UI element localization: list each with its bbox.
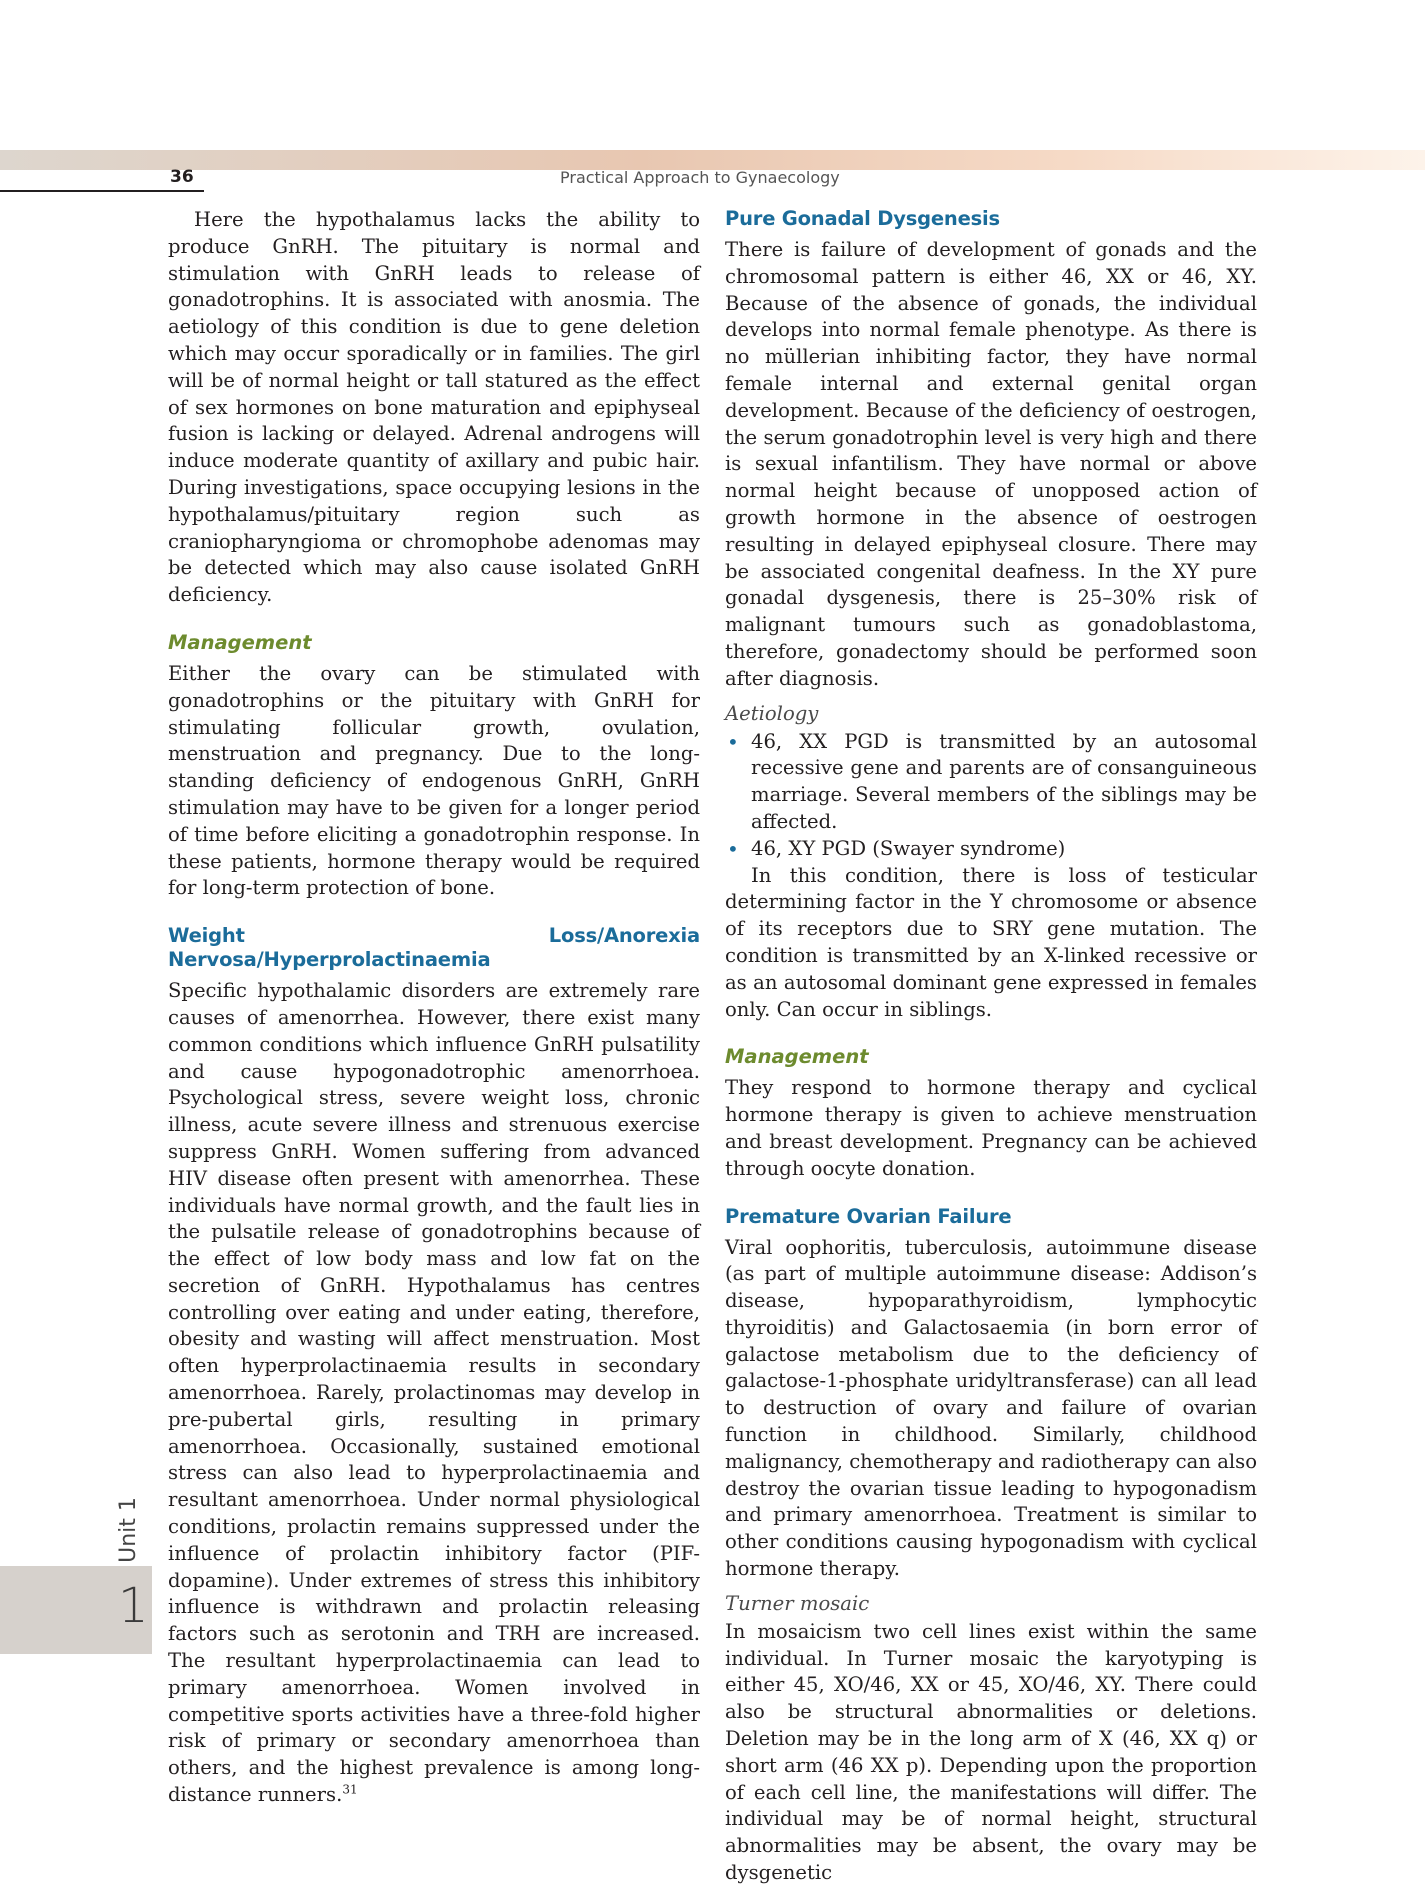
header-rule	[0, 190, 204, 192]
aetiology-list-item: • 46, XY PGD (Swayer syndrome)	[725, 836, 1257, 863]
aetiology-paragraph: In this condition, there is loss of testicular determining factor in the Y chromosome or absence of its receptors due to SRY gene mutation. The condition is transmitted by an X-linked recessive or as an autosomal dominant gene expressed in females only. Can occur in siblings.	[725, 863, 1257, 1021]
aetiology-heading: Aetiology	[725, 701, 819, 725]
right-column	[725, 207, 1257, 1887]
pgd-paragraph: There is failure of development of gonads and the chromosomal pattern is either 46, XX or 46, XY. Because of the absence of gonads, the individual develops into normal female phenotype. As there is no müllerian inhibiting factor, they have normal female internal and external genital organ development. Because of the deficiency of oestrogen, the serum gonadotrophin level is very high and there is sexual infantilism. They have normal or above normal height because of unopposed action of growth hormone in the absence of oestrogen resulting in delayed epiphyseal closure. There may be associated congenital deafness. In the XY pure gonadal dysgenesis, there is 25–30% risk of malignant tumours such as gonadoblastoma, therefore, gonadectomy should be performed soon after diagnosis.	[725, 238, 1257, 690]
intro-paragraph: Here the hypothalamus lacks the ability to produce GnRH. The pituitary is normal and stimulation with GnRH leads to release of gonadotrophins. It is associated with anosmia. The aetiology of this condition is due to gene deletion which may occur sporadically or in families. The girl will be of normal height or tall statured as the effect of sex hormones on bone maturation and epiphyseal fusion is lacking or delayed. Adrenal androgens will induce moderate quantity of axillary and pubic hair. During investigations, space occupying lesions in the hypothalamus/pituitary region such as craniopharyngioma or chromophobe adenomas may be detected which may also cause isolated GnRH deficiency.	[168, 208, 700, 607]
weight-loss-heading: Weight Loss/Anorexia Nervosa/Hyperprolactinaemia	[168, 924, 700, 972]
turner-paragraph: In mosaicism two cell lines exist within the same individual. In Turner mosaic the karyotyping is either 45, XO/46, XX or 45, XO/46, XY. There could also be structural abnormalities or deletions. Deletion may be in the long arm of X (46, XX q) or short arm (46 XX p). Depending upon the proportion of each cell line, the manifestations will differ. The individual may be of normal height, structural abnormalities may be absent, the ovary may be dysgenetic	[725, 1619, 1257, 1885]
management-paragraph-right: They respond to hormone therapy and cyclical hormone therapy is given to achieve menstruation and breast development. Pregnancy can be achieved through oocyte donation.	[725, 1076, 1257, 1180]
running-title: Practical Approach to Gynaecology	[560, 168, 840, 187]
pgd-heading: Pure Gonadal Dysgenesis	[725, 207, 1000, 230]
unit-number: 1	[118, 1578, 149, 1634]
turner-heading: Turner mosaic	[725, 1591, 870, 1615]
weight-loss-text: Specific hypothalamic disorders are extremely rare causes of amenorrhea. However, there exist many common conditions which influence GnRH pulsatility and cause hypogonadotrophic amenorrhoea. Psychological stress, severe weight loss, chronic illness, acute severe illness and strenuous exercise suppress GnRH. Women suffering from advanced HIV disease often present with amenorrhea. These individuals have normal growth, and the fault lies in the pulsatile release of gonadotrophins because of the effect of low body mass and low fat on the secretion of GnRH. Hypothalamus has centres controlling over eating and under eating, therefore, obesity and wasting will affect menstruation. Most often hyperprolactinaemia results in secondary amenorrhoea. Rarely, prolactinomas may develop in pre-pubertal girls, resulting in primary amenorrhoea. Occasionally, sustained emotional stress can also lead to hyperprolactinaemia and resultant amenorrhoea. Under normal physiological conditions, prolactin remains suppressed under the influence of prolactin inhibitory factor (PIF-dopamine). Under extremes of stress this inhibitory influence is withdrawn and prolactin releasing factors such as serotonin and TRH are increased. The resultant hyperprolactinaemia can lead to primary amenorrhoea. Women involved in competitive sports activities have a three-fold higher risk of primary or secondary amenorrhoea than others, and the highest prevalence is among long-distance runners.	[168, 979, 700, 1807]
unit-label: Unit 1	[115, 1497, 141, 1563]
left-column	[168, 207, 700, 1809]
aetiology-list-item: • 46, XX PGD is transmitted by an autosomal recessive gene and parents are of consanguineous marriage. Several members of the siblings may be affected.	[725, 729, 1257, 836]
pof-heading: Premature Ovarian Failure	[725, 1204, 1012, 1228]
management-heading-right: Management	[725, 1045, 869, 1069]
weight-loss-paragraph	[168, 978, 700, 1809]
pof-paragraph: Viral oophoritis, tuberculosis, autoimmune disease (as part of multiple autoimmune disease: Addison’s disease, hypoparathyroidism, lymphocytic thyroiditis) and Galactosaemia (in born error of galactose metabolism due to the deficiency of galactose-1-phosphate uridyltransferase) can all lead to destruction of ovary and failure of ovarian function in childhood. Similarly, childhood malignancy, chemotherapy and radiotherapy can also destroy the ovarian tissue leading to hypogonadism and primary amenorrhoea. Treatment is similar to other conditions causing hypogonadism with cyclical hormone therapy.	[725, 1235, 1257, 1581]
management-heading: Management	[168, 630, 312, 654]
citation-superscript: 31	[342, 1782, 358, 1797]
page-number: 36	[170, 167, 194, 187]
aetiology-list	[725, 729, 1257, 863]
header-color-band	[0, 150, 1425, 170]
management-paragraph: Either the ovary can be stimulated with gonadotrophins or the pituitary with GnRH for stimulating follicular growth, ovulation, menstruation and pregnancy. Due to the long-standing deficiency of endogenous GnRH, GnRH stimulation may have to be given for a longer period of time before eliciting a gonadotrophin response. In these patients, hormone therapy would be required for long-term protection of bone.	[168, 661, 700, 900]
